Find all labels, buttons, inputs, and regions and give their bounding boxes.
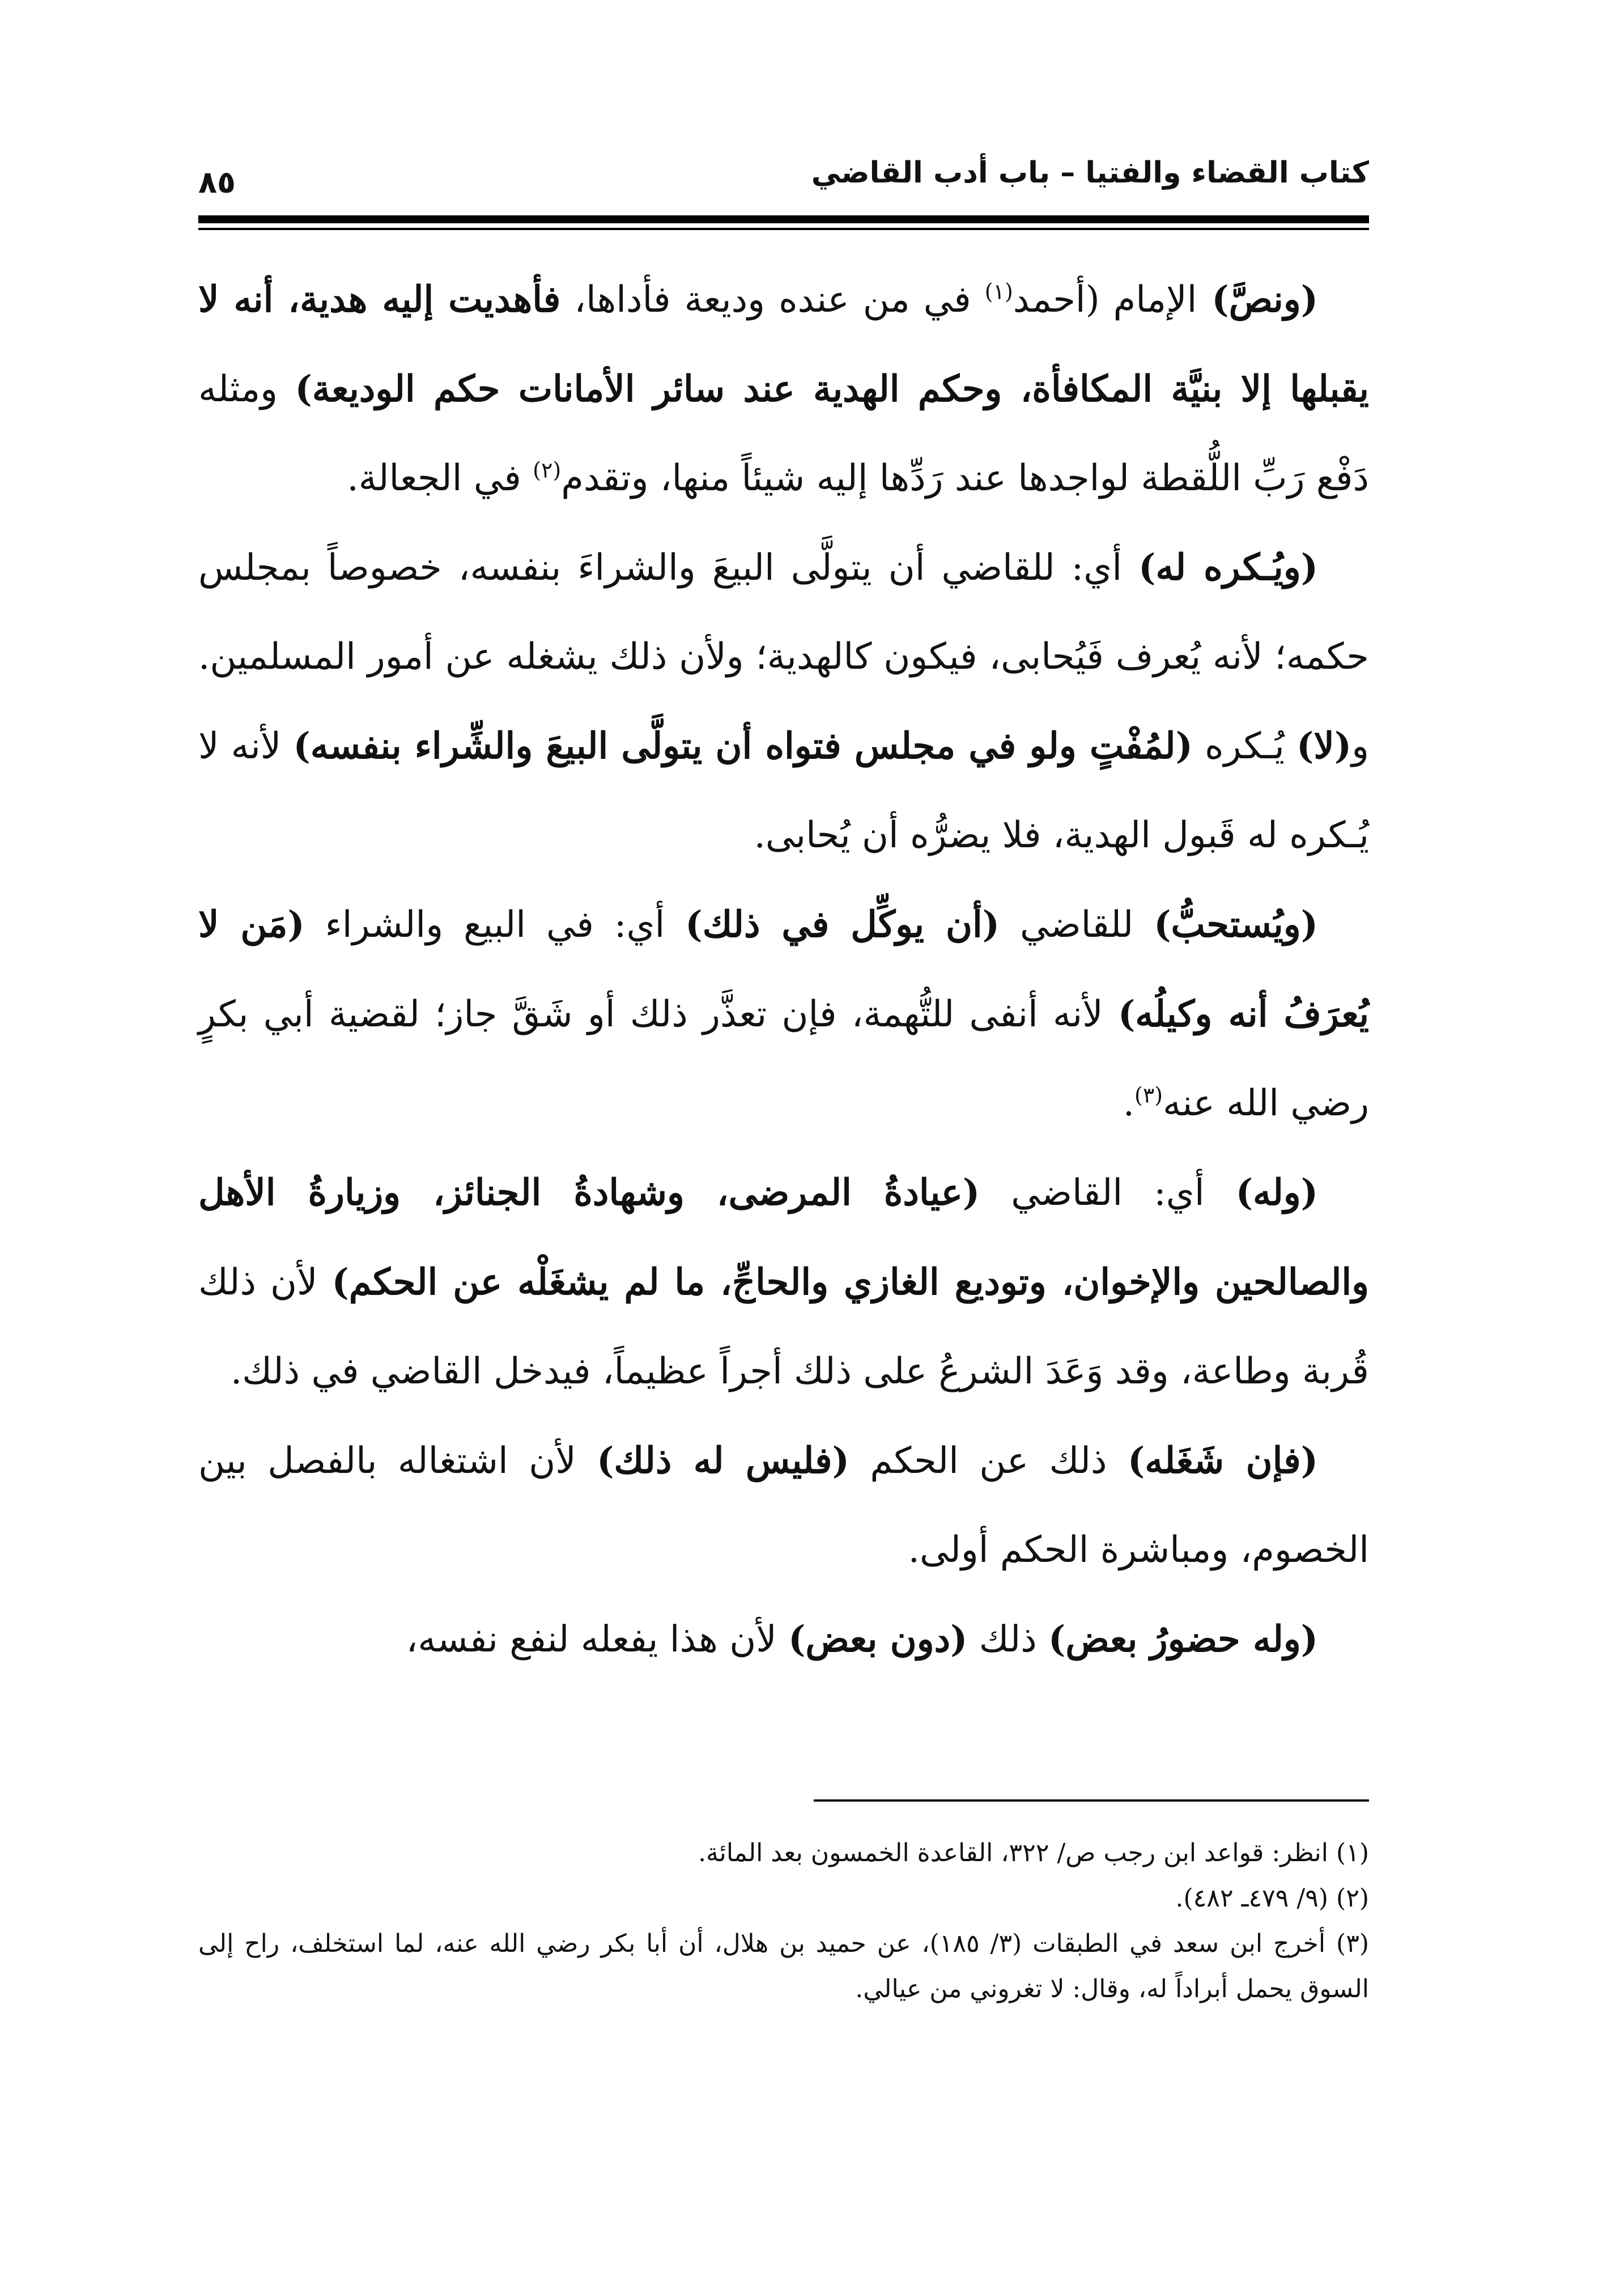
commentary-text: أي: القاضي	[980, 1172, 1236, 1214]
paragraph	[198, 255, 1369, 523]
commentary-text: الإمام (أحمد	[1013, 279, 1197, 321]
footnote: (٣) أخرج ابن سعد في الطبقات (٣/ ١٨٥)، عن حميد بن هلال، أن أبا بكر رضي الله عنه، لما استخلف، راح إلى السوق يحمل أبراداً له، وقال: لا تغروني من عيالي.	[198, 1929, 1370, 2003]
commentary-text: لأن هذا يفعله لنفع نفسه،	[406, 1619, 789, 1661]
commentary-text: في من عنده وديعة فأداها،	[560, 279, 985, 321]
quoted-text: (مَن لا يُعرَفُ أنه وكيلُه)	[198, 903, 1370, 1035]
commentary-text: أي: للقاضي أن يتولَّى البيعَ والشراءَ بنفسه، خصوصاً بمجلس حكمه؛ لأنه يُعرف فَيُحابى، فيكون كالهدية؛ ولأن ذلك يشغله عن أمور المسلمين. و	[198, 547, 1370, 767]
quoted-text: (لمُفْتٍ ولو في مجلس فتواه أن يتولَّى البيعَ والشِّراء بنفسه)	[293, 725, 1193, 767]
footnote-divider	[814, 1799, 1369, 1802]
footnotes	[198, 1831, 1369, 2012]
main-text	[198, 255, 1369, 1684]
paragraph	[198, 523, 1369, 880]
quoted-text: (فإن شَغَله)	[1128, 1440, 1319, 1482]
commentary-text: .	[1123, 1082, 1135, 1124]
footnote: (٢) (٩/ ٤٧٩ـ ٤٨٢).	[1175, 1884, 1369, 1913]
footnote-reference: (٣)	[1134, 1082, 1163, 1108]
quoted-text: (وله)	[1235, 1171, 1319, 1214]
quoted-text: (وله حضورُ بعض)	[1048, 1618, 1318, 1661]
paragraph	[198, 880, 1369, 1148]
commentary-text: لأن ذلك قُربة وطاعة، وقد وَعَدَ الشرعُ على ذلك أجراً عظيماً، فيدخل القاضي في ذلك.	[198, 1262, 1369, 1392]
commentary-text: لأنه لا يُـكره له قَبول الهدية، فلا يضرُّه أن يُحابى.	[198, 725, 1369, 856]
commentary-text: لأنه أنفى للتُّهمة، فإن تعذَّر ذلك أو شَقَّ جاز؛ لقضية أبي بكرٍ رضي الله عنه	[198, 993, 1369, 1124]
footnote-reference: (١)	[984, 279, 1013, 304]
commentary-text: ذلك عن الحكم	[849, 1440, 1128, 1482]
quoted-text: (فليس له ذلك)	[597, 1440, 849, 1482]
commentary-text: في الجعالة.	[347, 457, 533, 499]
quoted-text: (لا)	[1296, 725, 1352, 767]
paragraph	[198, 1416, 1369, 1595]
quoted-text: (عيادةُ المرضى، وشهادةُ الجنائز، وزيارةُ الأهل والصالحين والإخوان، وتوديع الغازي والحاجِّ، ما لم يشغَلْه عن الحكم)	[198, 1171, 1370, 1303]
header-rule-thick	[198, 215, 1369, 223]
quoted-text: (ويُستحبُّ)	[1154, 903, 1319, 946]
footnote: (١) انظر: قواعد ابن رجب ص/ ٣٢٢، القاعدة الخمسون بعد المائة.	[698, 1838, 1369, 1867]
quoted-text: (أن يوكِّل في ذلك)	[685, 903, 1000, 946]
header-rule-thin	[198, 228, 1369, 230]
paragraph	[198, 1148, 1369, 1416]
quoted-text: (ونصَّ)	[1197, 278, 1319, 321]
commentary-text: لأن اشتغاله بالفصل بين الخصوم، ومباشرة الحكم أولى.	[198, 1440, 1369, 1571]
commentary-text: ومثله دَفْع رَبِّ اللُّقطة لواجدها عند رَدِّها إليه شيئاً منها، وتقدم	[198, 368, 1369, 499]
quoted-text: (دون بعض)	[788, 1618, 968, 1661]
quoted-text: فأهديت إليه هدية، أنه لا يقبلها إلا بنيَّة المكافأة، وحكم الهدية عند سائر الأمانات حكم الوديعة)	[198, 278, 1370, 410]
commentary-text: أي: في البيع والشراء	[304, 904, 686, 946]
commentary-text: للقاضي	[1000, 904, 1154, 946]
commentary-text: ذلك	[967, 1619, 1049, 1661]
paragraph	[198, 1595, 1369, 1684]
page-number: ٨٥	[198, 164, 236, 200]
page-header	[198, 142, 1369, 210]
quoted-text: (ويُـكره له)	[1138, 546, 1319, 589]
commentary-text: يُـكره	[1192, 725, 1297, 767]
running-title: كتاب القضاء والفتيا – باب أدب القاضي	[811, 156, 1369, 190]
footnote-reference: (٢)	[533, 457, 562, 483]
